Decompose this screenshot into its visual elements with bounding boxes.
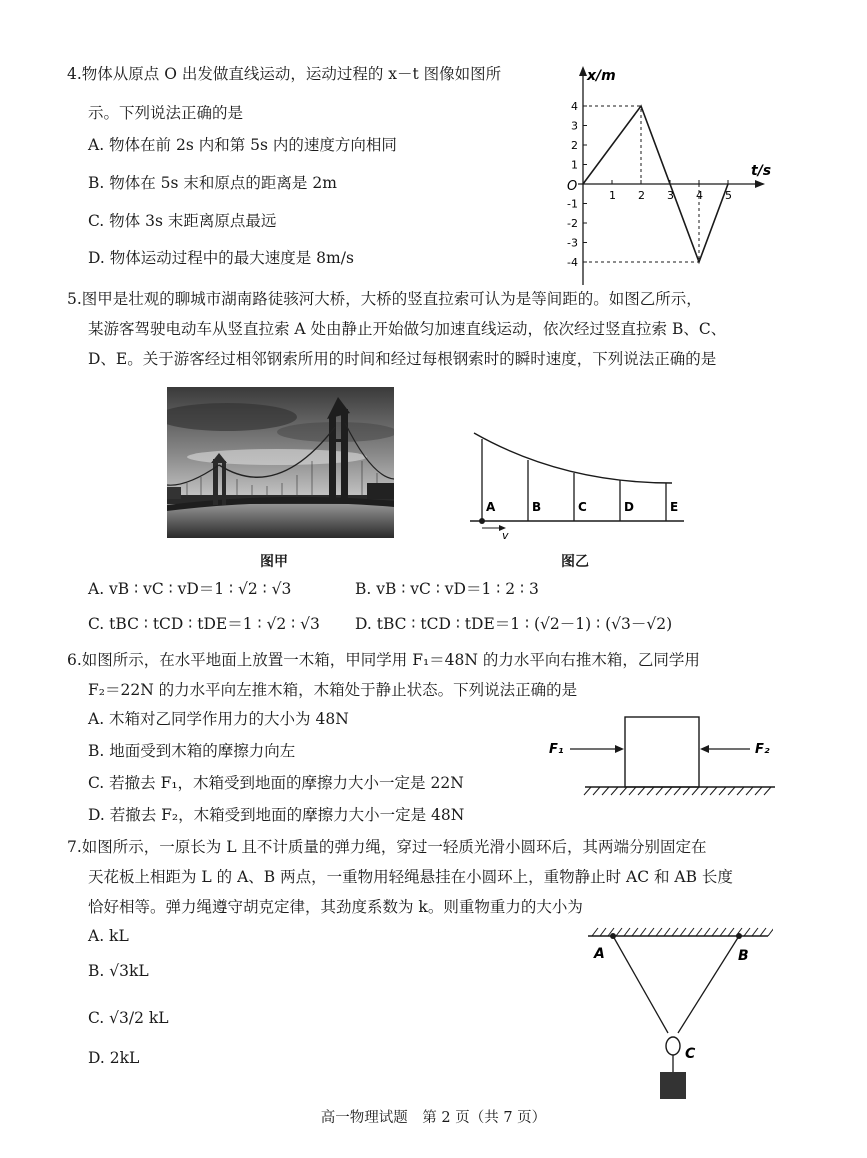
cable-label-e: E bbox=[670, 500, 679, 514]
q6-option-d: D. 若撤去 F₂，木箱受到地面的摩擦力大小一定是 48N bbox=[88, 806, 465, 824]
q5-option-b: B. vB ∶ vC ∶ vD＝1 ∶ 2 ∶ 3 bbox=[355, 580, 539, 598]
q4-option-c: C. 物体 3s 末距离原点最远 bbox=[88, 212, 277, 230]
q7-stem-line1: 7.如图所示，一原长为 L 且不计质量的弹力绳，穿过一轻质光滑小圆环后，其两端分别固定在 bbox=[67, 838, 707, 856]
q7-stem-line3: 恰好相等。弹力绳遵守胡克定律，其劲度系数为 k。则重物重力的大小为 bbox=[88, 898, 583, 916]
rope-bc bbox=[678, 936, 739, 1033]
q4-option-b: B. 物体在 5s 末和原点的距离是 2m bbox=[88, 174, 337, 192]
cable-label-a: A bbox=[486, 500, 496, 514]
y-tick-label: -2 bbox=[567, 217, 578, 230]
bridge-deck-curve bbox=[474, 433, 672, 483]
x-tick-label: 3 bbox=[667, 189, 674, 202]
elastic-rope-diagram bbox=[588, 922, 773, 1107]
q6-option-c: C. 若撤去 F₁，木箱受到地面的摩擦力大小一定是 22N bbox=[88, 774, 464, 792]
x-tick-label: 1 bbox=[609, 189, 616, 202]
q6-option-a: A. 木箱对乙同学作用力的大小为 48N bbox=[88, 710, 349, 728]
q5-option-c: C. tBC ∶ tCD ∶ tDE＝1 ∶ √2 ∶ √3 bbox=[88, 615, 320, 633]
x-axis-label: t/s bbox=[751, 163, 772, 179]
label-c: C bbox=[685, 1046, 696, 1062]
label-a: A bbox=[594, 946, 605, 962]
q7-option-c: C. √3/2 kL bbox=[88, 1009, 169, 1027]
y-tick-label: -4 bbox=[567, 256, 578, 269]
q7-stem-line2: 天花板上相距为 L 的 A、B 两点，一重物用轻绳悬挂在小圆环上，重物静止时 AC 和 AB 长度 bbox=[88, 868, 733, 886]
f1-arrow-icon bbox=[615, 745, 624, 753]
q6-stem-line1: 6.如图所示，在水平地面上放置一木箱，甲同学用 F₁＝48N 的力水平向右推木箱，乙同学用 bbox=[67, 651, 700, 669]
weight-block bbox=[660, 1072, 686, 1099]
wooden-box-diagram bbox=[545, 705, 780, 800]
f1-label: F₁ bbox=[549, 742, 564, 757]
q4-stem-line2: 示。下列说法正确的是 bbox=[88, 104, 244, 122]
y-axis-arrow-icon bbox=[579, 66, 587, 76]
label-b: B bbox=[738, 948, 749, 964]
q5-stem-line2: 某游客驾驶电动车从竖直拉索 A 处由静止开始做匀加速直线运动，依次经过竖直拉索 B、C、 bbox=[88, 320, 727, 338]
cable-label-c: C bbox=[578, 500, 587, 514]
y-tick-label: -3 bbox=[567, 236, 578, 250]
page-footer: 高一物理试题 第 2 页（共 7 页） bbox=[320, 1110, 547, 1126]
q7-option-b: B. √3kL bbox=[88, 962, 149, 980]
q4-stem-line1: 4.物体从原点 O 出发做直线运动，运动过程的 x－t 图像如图所 bbox=[67, 65, 502, 83]
start-point-dot bbox=[479, 518, 485, 524]
f2-arrow-icon bbox=[700, 745, 709, 753]
y-tick-label: -1 bbox=[567, 197, 578, 211]
y-tick-label: 2 bbox=[571, 139, 578, 152]
bridge-photo bbox=[167, 387, 394, 538]
y-axis-label: x/m bbox=[587, 68, 616, 84]
x-tick-label: 5 bbox=[725, 189, 732, 202]
wooden-box bbox=[625, 717, 699, 787]
y-tick-label: 3 bbox=[571, 119, 578, 133]
q5-option-d: D. tBC ∶ tCD ∶ tDE＝1 ∶ (√2－1) ∶ (√3－√2) bbox=[355, 615, 673, 633]
x-axis-arrow-icon bbox=[755, 180, 765, 188]
rope-ac bbox=[613, 936, 668, 1033]
q6-option-b: B. 地面受到木箱的摩擦力向左 bbox=[88, 742, 296, 760]
x-tick-label: 4 bbox=[696, 189, 703, 202]
f2-label: F₂ bbox=[755, 742, 770, 757]
q7-option-d: D. 2kL bbox=[88, 1049, 140, 1067]
q7-option-a: A. kL bbox=[88, 927, 129, 945]
caption-figure-b: 图乙 bbox=[561, 554, 589, 570]
y-tick-label: 1 bbox=[571, 158, 578, 172]
q4-option-a: A. 物体在前 2s 内和第 5s 内的速度方向相同 bbox=[88, 136, 397, 154]
bridge-cable-diagram bbox=[462, 425, 687, 540]
q4-xt-graph bbox=[555, 60, 780, 290]
y-tick-label: 4 bbox=[571, 100, 578, 113]
small-ring bbox=[666, 1037, 680, 1055]
cable-label-b: B bbox=[532, 500, 542, 514]
q5-stem-line1: 5.图甲是壮观的聊城市湖南路徒骇河大桥，大桥的竖直拉索可认为是等间距的。如图乙所示， bbox=[67, 290, 702, 308]
q5-stem-line3: D、E。关于游客经过相邻钢索所用的时间和经过每根钢索时的瞬时速度，下列说法正确的是 bbox=[88, 350, 717, 368]
caption-figure-a: 图甲 bbox=[260, 554, 288, 570]
origin-label: O bbox=[567, 179, 578, 194]
q4-option-d: D. 物体运动过程中的最大速度是 8m/s bbox=[88, 249, 354, 267]
cable-label-d: D bbox=[624, 500, 634, 514]
q5-option-a: A. vB ∶ vC ∶ vD＝1 ∶ √2 ∶ √3 bbox=[88, 580, 292, 598]
x-tick-label: 2 bbox=[638, 189, 645, 202]
velocity-label: v bbox=[502, 529, 509, 540]
q6-stem-line2: F₂＝22N 的力水平向左推木箱，木箱处于静止状态。下列说法正确的是 bbox=[88, 681, 578, 699]
